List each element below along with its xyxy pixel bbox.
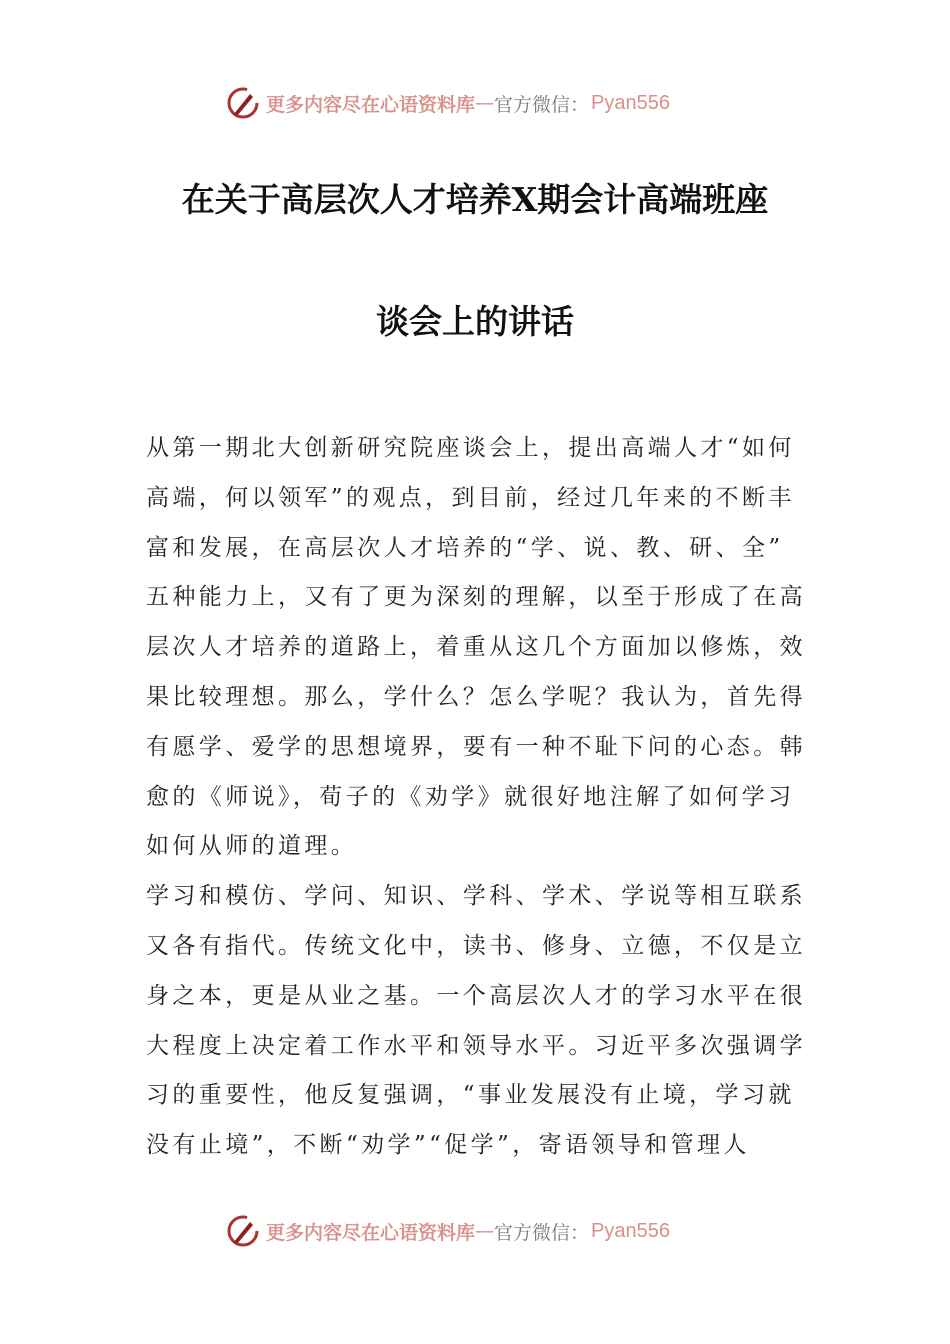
- text-line: 愈的《师说》，荀子的《劝学》就很好地注解了如何学习: [146, 783, 795, 810]
- watermark-dash: —: [475, 1220, 495, 1242]
- text-line: 习的重要性，他反复强调，“事业发展没有止境，学习就: [146, 1082, 795, 1109]
- watermark-wechat-id: Pyan556: [591, 1219, 670, 1242]
- document-title-line-1: 在关于高层次人才培养X期会计高端班座: [181, 180, 769, 219]
- text-line: 如何从师的道理。: [146, 833, 358, 860]
- document-body: [146, 428, 816, 1175]
- watermark-wechat-label: 官方微信：: [494, 1221, 590, 1244]
- quill-logo-icon: [226, 86, 260, 120]
- watermark-header: [226, 83, 670, 123]
- text-line: 从第一期北大创新研究院座谈会上，提出高端人才“如何: [146, 435, 795, 461]
- watermark-text: 更多内容尽在心语资料库: [266, 1221, 476, 1244]
- paragraph: [146, 876, 816, 1175]
- text-line: 大程度上决定着工作水平和领导水平。习近平多次强调学: [146, 1032, 806, 1059]
- text-line: 富和发展，在高层次人才培养的“学、说、教、研、全”: [146, 534, 784, 561]
- watermark-wechat-id: Pyan556: [591, 91, 670, 114]
- text-line: 高端，何以领军”的观点，到目前，经过几年来的不断丰: [146, 484, 795, 511]
- text-line: 学习和模仿、学问、知识、学科、学术、学说等相互联系: [146, 883, 806, 910]
- text-line: 果比较理想。那么，学什么？怎么学呢？我认为，首先得: [146, 683, 806, 710]
- watermark-wechat-label: 官方微信：: [494, 93, 590, 116]
- text-line: 有愿学、爱学的思想境界，要有一种不耻下问的心态。韩: [146, 733, 806, 760]
- watermark-footer: [226, 1211, 670, 1251]
- watermark-dash: —: [475, 92, 495, 114]
- paragraph: [146, 428, 816, 876]
- text-line: 没有止境”，不断“劝学”“促学”，寄语领导和管理人: [146, 1132, 750, 1159]
- text-line: 又各有指代。传统文化中，读书、修身、立德，不仅是立: [146, 932, 806, 959]
- text-line: 身之本，更是从业之基。一个高层次人才的学习水平在很: [146, 982, 806, 1009]
- watermark-text: 更多内容尽在心语资料库: [266, 93, 476, 116]
- quill-logo-icon: [226, 1214, 260, 1248]
- document-title-line-2: 谈会上的讲话: [376, 302, 574, 341]
- text-line: 五种能力上，又有了更为深刻的理解，以至于形成了在高: [146, 584, 806, 611]
- text-line: 层次人才培养的道路上，着重从这几个方面加以修炼，效: [146, 634, 806, 661]
